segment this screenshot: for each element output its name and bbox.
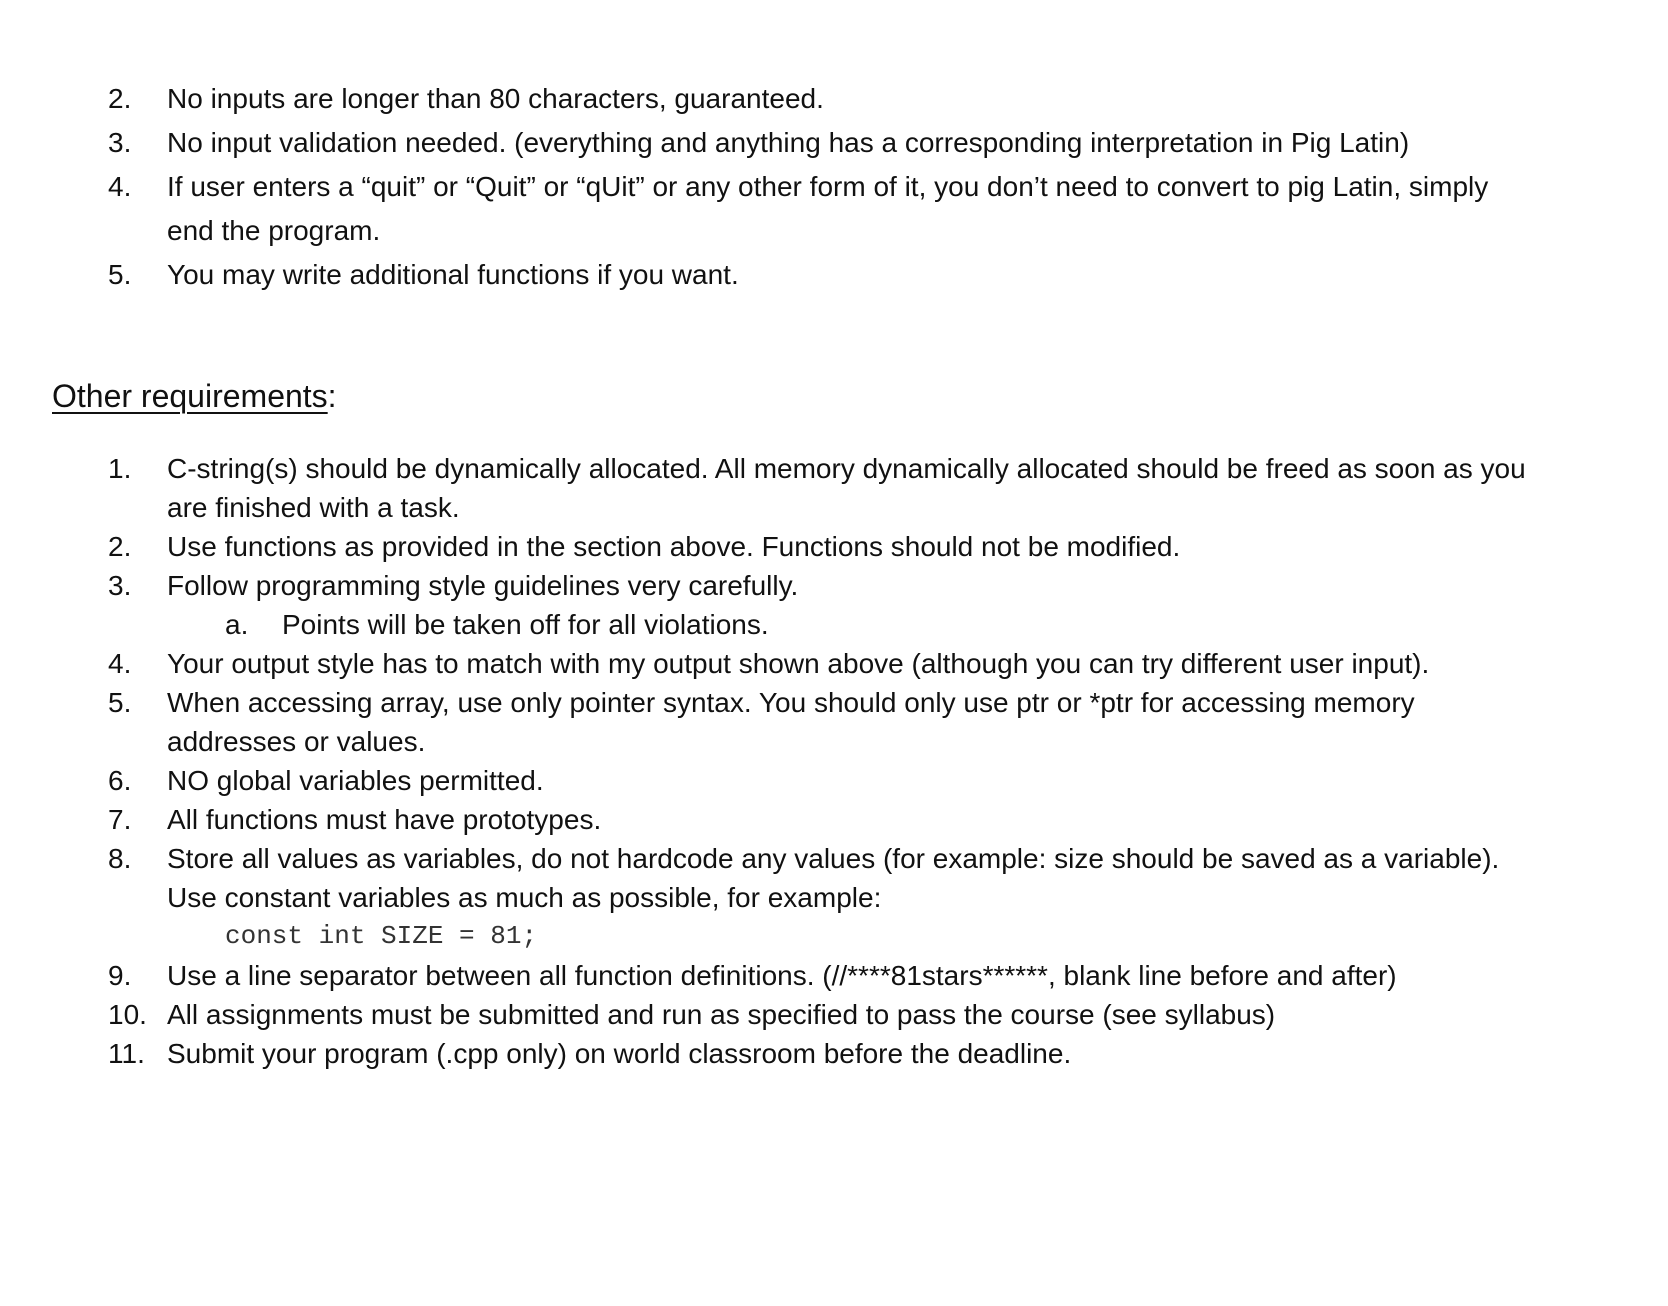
list-number: 8. xyxy=(108,843,132,874)
requirements-list xyxy=(0,449,1668,1073)
constraints-list xyxy=(0,77,1668,297)
list-item xyxy=(0,761,1668,800)
list-text: Store all values as variables, do not hardcode any values (for example: size should be saved as a variable). Use constant variables as much as possible, for example: xyxy=(167,843,1500,913)
list-text: C-string(s) should be dynamically allocated. All memory dynamically allocated should be freed as soon as you are finished with a task. xyxy=(167,453,1526,523)
list-number: 2. xyxy=(108,83,132,114)
list-item xyxy=(0,77,1668,121)
list-item xyxy=(0,165,1668,253)
list-text: Follow programming style guidelines very carefully. xyxy=(167,570,799,601)
list-item xyxy=(0,839,1668,917)
list-number: 5. xyxy=(108,687,132,718)
section-heading-colon: : xyxy=(327,378,337,414)
list-number: 6. xyxy=(108,765,132,796)
list-item xyxy=(0,253,1668,297)
list-number: 4. xyxy=(108,648,132,679)
list-item xyxy=(0,527,1668,566)
list-item xyxy=(0,683,1668,761)
list-item xyxy=(0,449,1668,527)
list-text: When accessing array, use only pointer syntax. You should only use ptr or *ptr for accessing memory addresses or values. xyxy=(167,687,1415,757)
list-item xyxy=(0,121,1668,165)
list-item xyxy=(0,800,1668,839)
list-text: You may write additional functions if you want. xyxy=(167,259,739,290)
list-number: 7. xyxy=(108,804,132,835)
list-number: 3. xyxy=(108,570,132,601)
list-number: 2. xyxy=(108,531,132,562)
list-item xyxy=(0,644,1668,683)
list-item xyxy=(0,566,1668,605)
list-number: 4. xyxy=(108,171,132,202)
list-text: All assignments must be submitted and run as specified to pass the course (see syllabus) xyxy=(167,999,1276,1030)
list-text: All functions must have prototypes. xyxy=(167,804,602,835)
list-number: 1. xyxy=(108,453,132,484)
sub-list-text: Points will be taken off for all violations. xyxy=(282,609,769,640)
sub-list-item xyxy=(0,605,1668,644)
list-number: 10. xyxy=(108,999,147,1030)
code-example xyxy=(0,917,1668,956)
list-text: NO global variables permitted. xyxy=(167,765,544,796)
list-text: No inputs are longer than 80 characters, guaranteed. xyxy=(167,83,824,114)
list-item xyxy=(0,956,1668,995)
sub-list-letter: a. xyxy=(225,609,249,640)
list-text: If user enters a “quit” or “Quit” or “qUit” or any other form of it, you don’t need to convert to pig Latin, simply end the program. xyxy=(167,171,1489,246)
list-number: 5. xyxy=(108,259,132,290)
list-text: Submit your program (.cpp only) on world classroom before the deadline. xyxy=(167,1038,1072,1069)
section-heading xyxy=(52,374,337,418)
list-number: 3. xyxy=(108,127,132,158)
list-text: Your output style has to match with my output shown above (although you can try different user input). xyxy=(167,648,1430,679)
list-text: No input validation needed. (everything and anything has a corresponding interpretation in Pig Latin) xyxy=(167,127,1410,158)
section-heading-title: Other requirements xyxy=(52,378,328,414)
list-number: 11. xyxy=(108,1038,145,1069)
code-line: const int SIZE = 81; xyxy=(225,921,538,951)
list-item xyxy=(0,995,1668,1034)
list-number: 9. xyxy=(108,960,132,991)
list-text: Use functions as provided in the section above. Functions should not be modified. xyxy=(167,531,1181,562)
list-item xyxy=(0,1034,1668,1073)
list-text: Use a line separator between all function definitions. (//****81stars******, blank line before and after) xyxy=(167,960,1397,991)
